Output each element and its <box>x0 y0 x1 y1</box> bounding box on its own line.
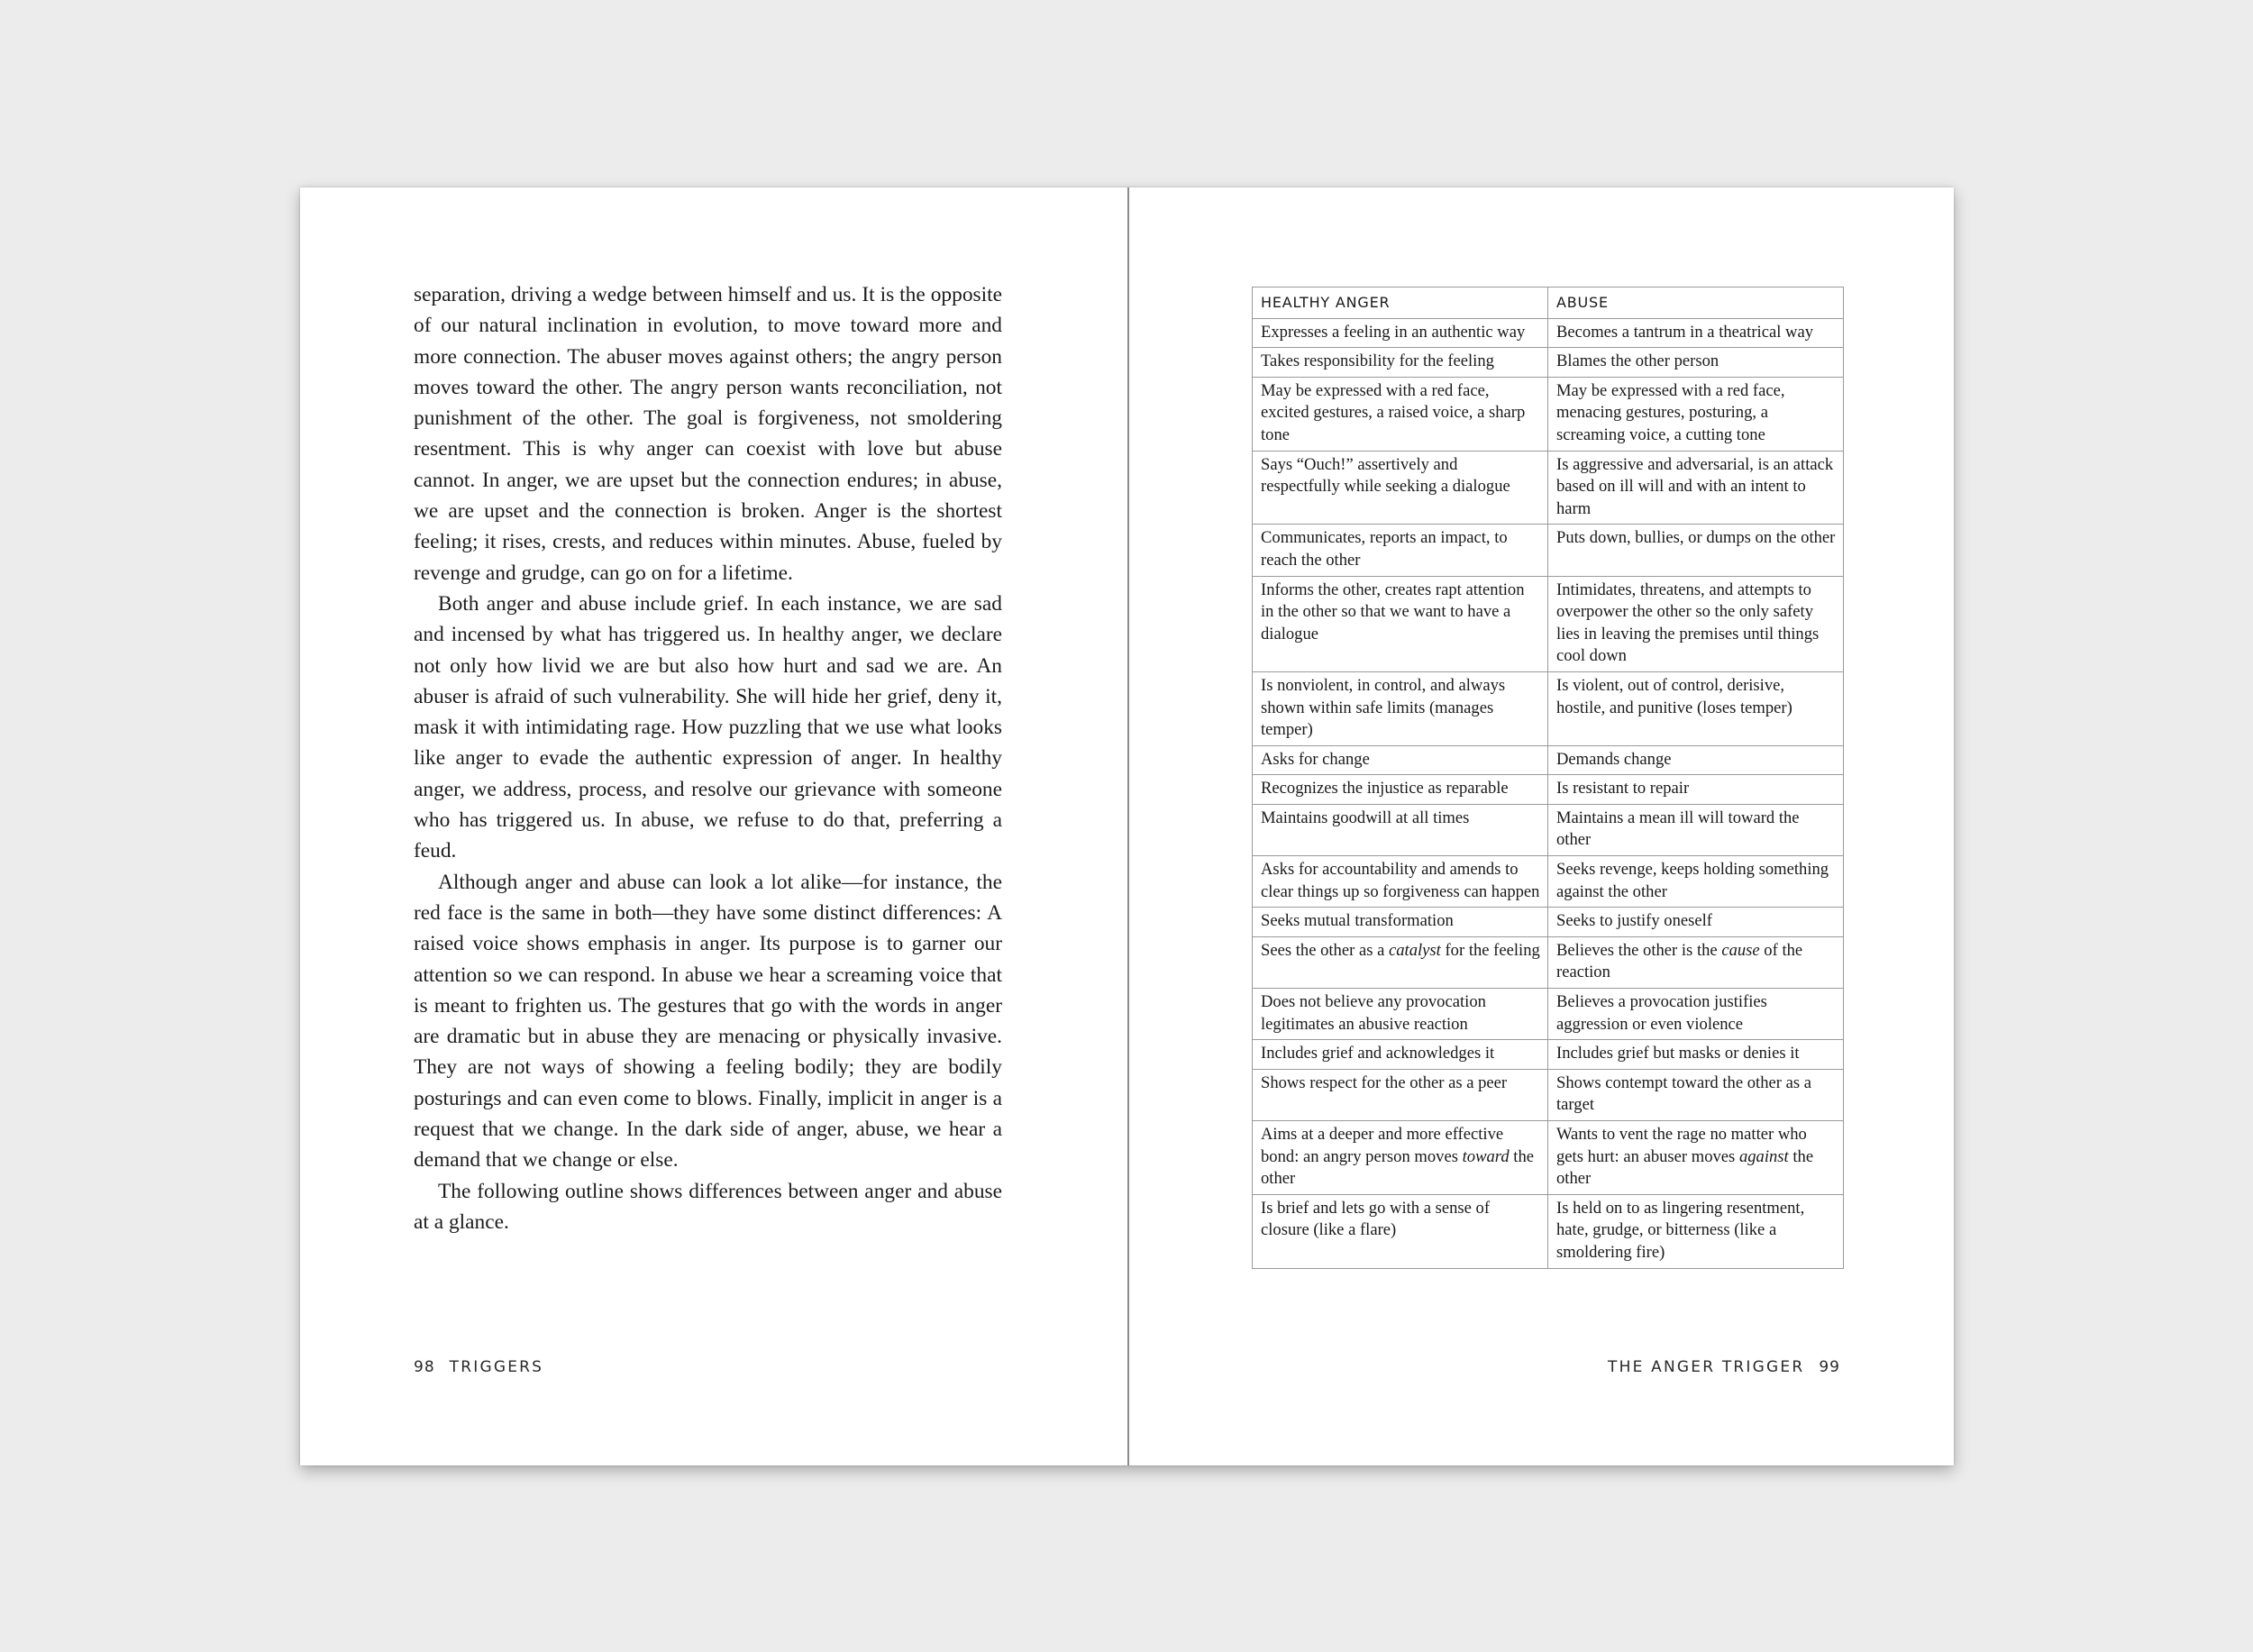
table-row <box>1253 856 1844 908</box>
table-row <box>1253 1069 1844 1120</box>
healthy-anger-cell: Expresses a feeling in an authentic way <box>1253 318 1548 348</box>
abuse-cell: Puts down, bullies, or dumps on the other <box>1548 525 1844 576</box>
healthy-anger-cell: Asks for accountability and amends to clear things up so forgiveness can happen <box>1253 856 1548 908</box>
paragraph: Although anger and abuse can look a lot alike—for instance, the red face is the same in both—they have some distinct differences: A raised voice shows emphasis in anger. Its purpose is to garner our attention so we can respond. In abuse we hear a screaming voice that is meant to frighten us. The gestures that go with the words in anger are dramatic but in abuse they are menacing or physically invasive. They are not ways of showing a feeling bodily; they are bodily posturings and can even come to blows. Finally, implicit in anger is a request that we change. In the dark side of anger, abuse, we hear a demand that we change or else. <box>414 870 1002 1173</box>
healthy-anger-cell: Does not believe any provocation legitimates an abusive reaction <box>1253 989 1548 1040</box>
healthy-anger-cell: Is nonviolent, in control, and always shown within safe limits (manages temper) <box>1253 671 1548 745</box>
page-number: 98 <box>414 1358 435 1376</box>
abuse-cell: Demands change <box>1548 745 1844 775</box>
column-header-healthy-anger: HEALTHY ANGER <box>1253 288 1548 319</box>
healthy-anger-cell: Includes grief and acknowledges it <box>1253 1040 1548 1070</box>
healthy-anger-cell: Shows respect for the other as a peer <box>1253 1069 1548 1120</box>
abuse-cell: Includes grief but masks or denies it <box>1548 1040 1844 1070</box>
abuse-cell: Blames the other person <box>1548 348 1844 378</box>
healthy-anger-cell: Communicates, reports an impact, to reach the other <box>1253 525 1548 576</box>
healthy-anger-cell: Sees the other as a catalyst for the feeling <box>1253 936 1548 988</box>
paragraph: Both anger and abuse include grief. In each instance, we are sad and incensed by what has triggered us. In healthy anger, we declare not only how livid we are but also how hurt and sad we are. An abuser is afraid of such vulnerability. She will hide her grief, deny it, mask it with intimidating rage. How puzzling that we use what looks like anger to evade the authentic expression of anger. In healthy anger, we address, process, and resolve our grievance with someone who has triggered us. In abuse, we refuse to do that, preferring a feud. <box>414 591 1002 863</box>
table-row <box>1253 775 1844 805</box>
healthy-anger-cell: Is brief and lets go with a sense of closure (like a flare) <box>1253 1194 1548 1268</box>
abuse-cell: Is aggressive and adversarial, is an attack based on ill will and with an intent to harm <box>1548 451 1844 525</box>
right-page <box>1129 187 1954 1465</box>
table-row <box>1253 525 1844 576</box>
abuse-cell: Is violent, out of control, derisive, hostile, and punitive (loses temper) <box>1548 671 1844 745</box>
healthy-anger-cell: Aims at a deeper and more effective bond: an angry person moves toward the other <box>1253 1121 1548 1195</box>
table-row <box>1253 908 1844 937</box>
abuse-cell: May be expressed with a red face, menacing gestures, posturing, a screaming voice, a cutting tone <box>1548 377 1844 451</box>
table-row <box>1253 745 1844 775</box>
table-row <box>1253 451 1844 525</box>
abuse-cell: Is held on to as lingering resentment, hate, grudge, or bitterness (like a smoldering fire) <box>1548 1194 1844 1268</box>
table-row <box>1253 1194 1844 1268</box>
table-row <box>1253 1040 1844 1070</box>
book-spread <box>300 187 1954 1465</box>
column-header-abuse: ABUSE <box>1548 288 1844 319</box>
left-body-text <box>414 279 1002 1237</box>
table-row <box>1253 804 1844 855</box>
abuse-cell: Seeks revenge, keeps holding something against the other <box>1548 856 1844 908</box>
right-folio <box>1608 1358 1840 1376</box>
paragraph: The following outline shows differences between anger and abuse at a glance. <box>414 1179 1002 1234</box>
abuse-cell: Is resistant to repair <box>1548 775 1844 805</box>
table-body <box>1253 318 1844 1268</box>
healthy-anger-cell: Recognizes the injustice as reparable <box>1253 775 1548 805</box>
healthy-anger-cell: Maintains goodwill at all times <box>1253 804 1548 855</box>
running-head: THE ANGER TRIGGER <box>1608 1358 1805 1376</box>
table-row <box>1253 671 1844 745</box>
healthy-anger-cell: Informs the other, creates rapt attention in the other so that we want to have a dialogue <box>1253 576 1548 671</box>
healthy-anger-cell: Seeks mutual transformation <box>1253 908 1548 937</box>
table-row <box>1253 318 1844 348</box>
left-page <box>300 187 1127 1465</box>
healthy-anger-cell: Takes responsibility for the feeling <box>1253 348 1548 378</box>
comparison-table <box>1252 287 1844 1269</box>
table-row <box>1253 936 1844 988</box>
healthy-anger-cell: May be expressed with a red face, excited gestures, a raised voice, a sharp tone <box>1253 377 1548 451</box>
healthy-anger-cell: Asks for change <box>1253 745 1548 775</box>
healthy-anger-cell: Says “Ouch!” assertively and respectfully while seeking a dialogue <box>1253 451 1548 525</box>
abuse-cell: Intimidates, threatens, and attempts to overpower the other so the only safety lies in leaving the premises until things cool down <box>1548 576 1844 671</box>
abuse-cell: Becomes a tantrum in a theatrical way <box>1548 318 1844 348</box>
abuse-cell: Seeks to justify oneself <box>1548 908 1844 937</box>
table-row <box>1253 377 1844 451</box>
table-row <box>1253 989 1844 1040</box>
table-row <box>1253 1121 1844 1195</box>
abuse-cell: Believes the other is the cause of the reaction <box>1548 936 1844 988</box>
table-row <box>1253 576 1844 671</box>
running-head: TRIGGERS <box>449 1358 544 1376</box>
abuse-cell: Believes a provocation justifies aggression or even violence <box>1548 989 1844 1040</box>
page-number: 99 <box>1819 1358 1840 1376</box>
left-folio <box>414 1358 543 1376</box>
abuse-cell: Shows contempt toward the other as a target <box>1548 1069 1844 1120</box>
abuse-cell: Wants to vent the rage no matter who gets hurt: an abuser moves against the other <box>1548 1121 1844 1195</box>
table-row <box>1253 348 1844 378</box>
paragraph: separation, driving a wedge between himself and us. It is the opposite of our natural inclination in evolution, to move toward more and more connection. The abuser moves against others; the angry person moves toward the other. The angry person wants reconciliation, not punishment of the other. The goal is forgiveness, not smoldering resentment. This is why anger can coexist with love but abuse cannot. In anger, we are upset but the connection endures; in abuse, we are upset and the connection is broken. Anger is the shortest feeling; it rises, crests, and reduces within minutes. Abuse, fueled by revenge and grudge, can go on for a lifetime. <box>414 283 1002 585</box>
table-header-row <box>1253 288 1844 319</box>
abuse-cell: Maintains a mean ill will toward the other <box>1548 804 1844 855</box>
